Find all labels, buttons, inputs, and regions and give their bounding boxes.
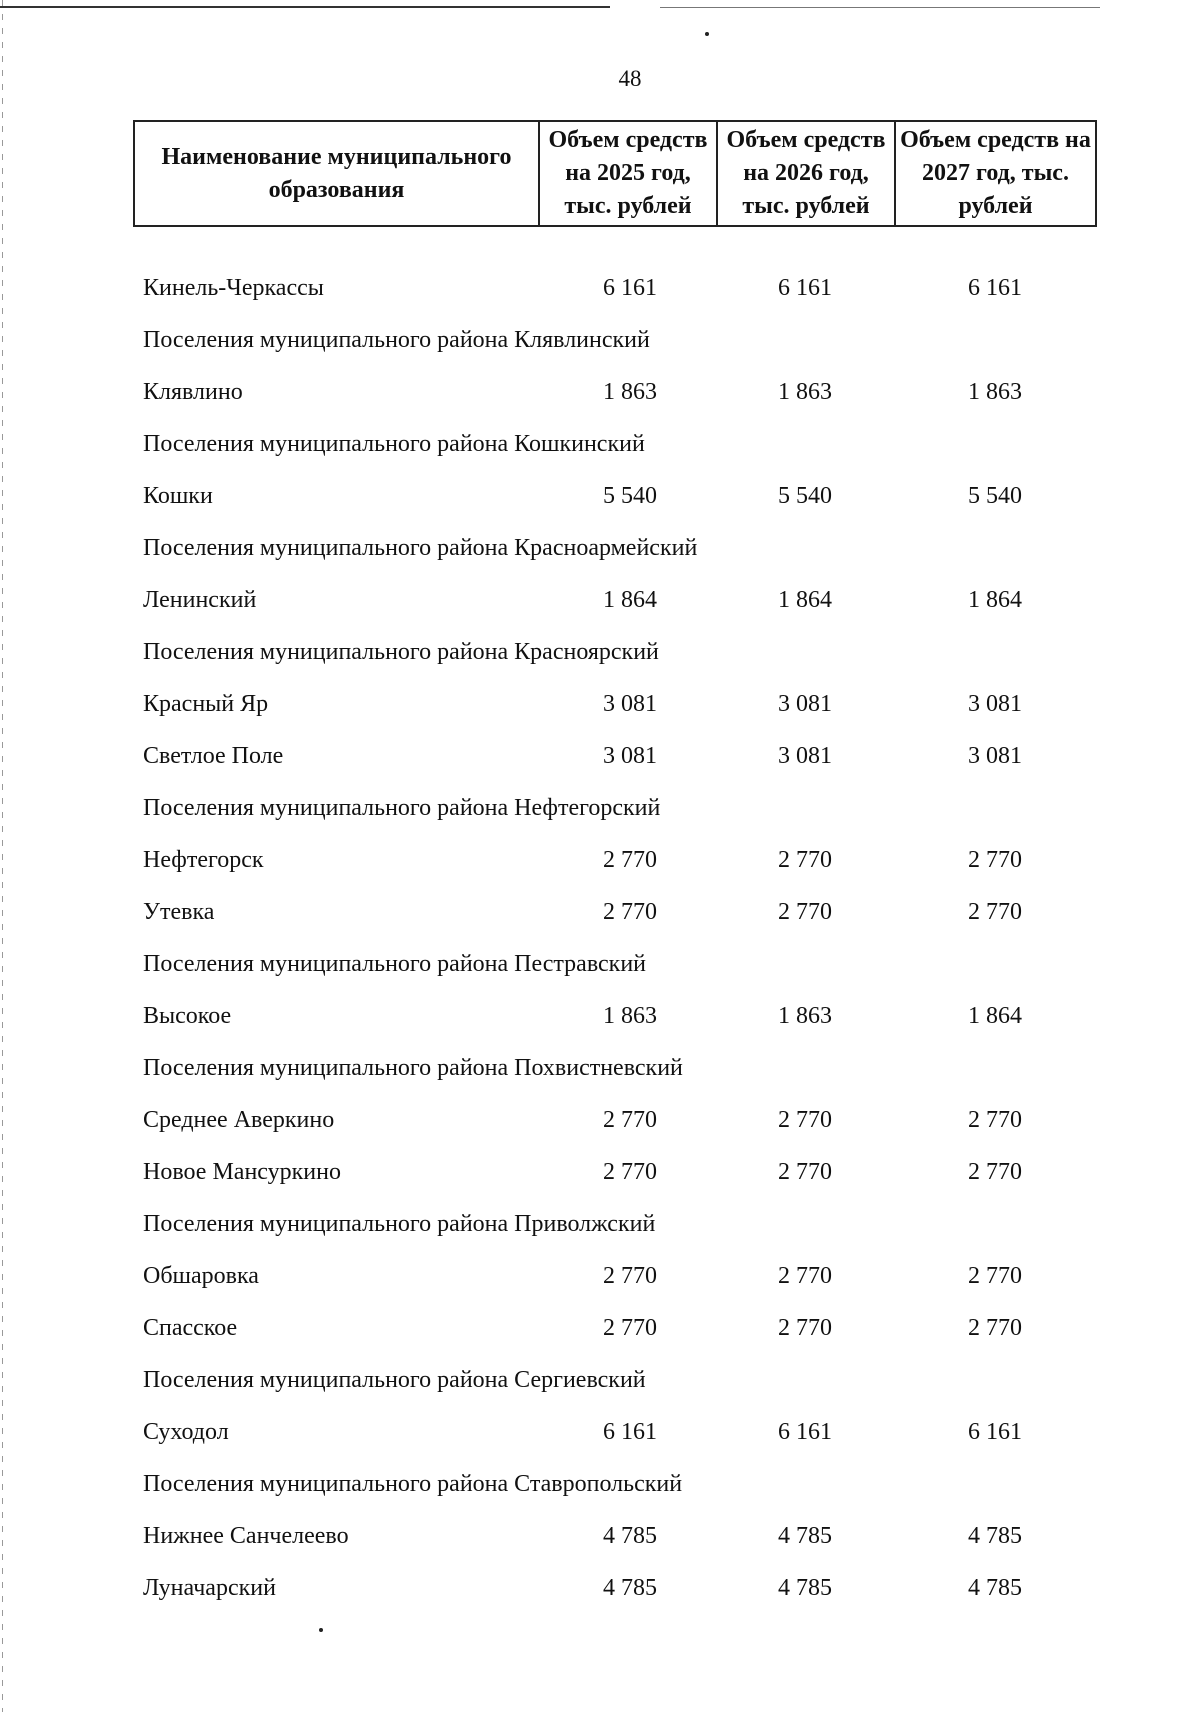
value-2025: 2 770 xyxy=(603,847,657,873)
value-2026: 2 770 xyxy=(778,1107,832,1133)
table-row xyxy=(0,366,1200,418)
value-2027: 2 770 xyxy=(968,899,1022,925)
value-2027: 4 785 xyxy=(968,1575,1022,1601)
table-row xyxy=(0,834,1200,886)
value-2027: 6 161 xyxy=(968,1419,1022,1445)
value-2025: 2 770 xyxy=(603,899,657,925)
column-header-2027: Объем средств на 2027 год, тыс. рублей xyxy=(895,121,1096,226)
table-row xyxy=(0,262,1200,314)
value-2026: 3 081 xyxy=(778,743,832,769)
scan-artifact-line xyxy=(660,7,1100,8)
municipality-name: Клявлино xyxy=(143,379,243,405)
group-heading-row xyxy=(0,782,1200,834)
table-row xyxy=(0,1094,1200,1146)
table-row xyxy=(0,886,1200,938)
column-header-2026: Объем средств на 2026 год, тыс. рублей xyxy=(717,121,895,226)
table-row xyxy=(0,1562,1200,1614)
table-row xyxy=(0,678,1200,730)
municipality-name: Обшаровка xyxy=(143,1263,259,1289)
value-2025: 4 785 xyxy=(603,1575,657,1601)
value-2025: 6 161 xyxy=(603,1419,657,1445)
value-2026: 2 770 xyxy=(778,1159,832,1185)
municipality-name: Среднее Аверкино xyxy=(143,1107,335,1133)
value-2026: 4 785 xyxy=(778,1575,832,1601)
value-2025: 4 785 xyxy=(603,1523,657,1549)
value-2025: 2 770 xyxy=(603,1263,657,1289)
value-2026: 5 540 xyxy=(778,483,832,509)
group-heading: Поселения муниципального района Пестравский xyxy=(143,951,647,977)
value-2026: 1 863 xyxy=(778,379,832,405)
value-2027: 2 770 xyxy=(968,1159,1022,1185)
group-heading: Поселения муниципального района Красноярский xyxy=(143,639,659,665)
value-2027: 2 770 xyxy=(968,1107,1022,1133)
table-row xyxy=(0,1302,1200,1354)
municipality-name: Ленинский xyxy=(143,587,257,613)
value-2025: 2 770 xyxy=(603,1159,657,1185)
group-heading: Поселения муниципального района Клявлинский xyxy=(143,327,650,353)
table-row xyxy=(0,1510,1200,1562)
table-row xyxy=(0,1406,1200,1458)
table-row xyxy=(0,574,1200,626)
scan-artifact-dot xyxy=(705,32,709,36)
group-heading: Поселения муниципального района Сергиевский xyxy=(143,1367,646,1393)
municipality-name: Красный Яр xyxy=(143,691,269,717)
table-header xyxy=(133,120,1097,227)
value-2025: 1 863 xyxy=(603,1003,657,1029)
table-row xyxy=(0,730,1200,782)
value-2027: 1 863 xyxy=(968,379,1022,405)
group-heading-row xyxy=(0,418,1200,470)
scan-artifact-line xyxy=(0,6,610,8)
table-row xyxy=(0,990,1200,1042)
value-2026: 6 161 xyxy=(778,275,832,301)
scan-artifact-dot xyxy=(319,1628,323,1632)
value-2025: 3 081 xyxy=(603,691,657,717)
value-2027: 6 161 xyxy=(968,275,1022,301)
group-heading-row xyxy=(0,522,1200,574)
group-heading: Поселения муниципального района Ставропольский xyxy=(143,1471,683,1497)
value-2026: 3 081 xyxy=(778,691,832,717)
table-body xyxy=(0,262,1200,1614)
municipality-name: Нефтегорск xyxy=(143,847,264,873)
value-2026: 1 864 xyxy=(778,587,832,613)
group-heading-row xyxy=(0,938,1200,990)
value-2027: 2 770 xyxy=(968,1263,1022,1289)
table-row xyxy=(0,1146,1200,1198)
group-heading: Поселения муниципального района Нефтегорский xyxy=(143,795,661,821)
municipality-name: Новое Мансуркино xyxy=(143,1159,341,1185)
value-2026: 2 770 xyxy=(778,1315,832,1341)
value-2026: 2 770 xyxy=(778,1263,832,1289)
municipality-name: Нижнее Санчелеево xyxy=(143,1523,349,1549)
value-2025: 2 770 xyxy=(603,1315,657,1341)
municipality-name: Утевка xyxy=(143,899,215,925)
value-2027: 1 864 xyxy=(968,1003,1022,1029)
value-2025: 1 863 xyxy=(603,379,657,405)
value-2027: 4 785 xyxy=(968,1523,1022,1549)
group-heading-row xyxy=(0,1042,1200,1094)
group-heading-row xyxy=(0,1458,1200,1510)
group-heading: Поселения муниципального района Похвистневский xyxy=(143,1055,683,1081)
table-row xyxy=(0,470,1200,522)
value-2026: 4 785 xyxy=(778,1523,832,1549)
municipality-name: Высокое xyxy=(143,1003,232,1029)
municipality-name: Спасское xyxy=(143,1315,238,1341)
value-2027: 1 864 xyxy=(968,587,1022,613)
municipality-name: Луначарский xyxy=(143,1575,276,1601)
value-2025: 6 161 xyxy=(603,275,657,301)
value-2026: 2 770 xyxy=(778,847,832,873)
value-2027: 5 540 xyxy=(968,483,1022,509)
value-2026: 6 161 xyxy=(778,1419,832,1445)
column-header-name: Наименование муниципального образования xyxy=(134,121,539,226)
municipality-name: Светлое Поле xyxy=(143,743,284,769)
value-2027: 2 770 xyxy=(968,847,1022,873)
group-heading: Поселения муниципального района Кошкинский xyxy=(143,431,645,457)
value-2026: 2 770 xyxy=(778,899,832,925)
table-row xyxy=(0,1250,1200,1302)
value-2027: 3 081 xyxy=(968,743,1022,769)
value-2026: 1 863 xyxy=(778,1003,832,1029)
page-number: 48 xyxy=(618,66,642,91)
value-2027: 2 770 xyxy=(968,1315,1022,1341)
group-heading: Поселения муниципального района Красноармейский xyxy=(143,535,698,561)
group-heading-row xyxy=(0,1198,1200,1250)
group-heading-row xyxy=(0,1354,1200,1406)
value-2025: 3 081 xyxy=(603,743,657,769)
value-2025: 5 540 xyxy=(603,483,657,509)
group-heading-row xyxy=(0,626,1200,678)
municipality-name: Кинель-Черкассы xyxy=(143,275,324,301)
municipality-name: Суходол xyxy=(143,1419,229,1445)
value-2025: 1 864 xyxy=(603,587,657,613)
value-2025: 2 770 xyxy=(603,1107,657,1133)
group-heading-row xyxy=(0,314,1200,366)
municipality-name: Кошки xyxy=(143,483,213,509)
column-header-2025: Объем средств на 2025 год, тыс. рублей xyxy=(539,121,717,226)
value-2027: 3 081 xyxy=(968,691,1022,717)
group-heading: Поселения муниципального района Приволжский xyxy=(143,1211,656,1237)
